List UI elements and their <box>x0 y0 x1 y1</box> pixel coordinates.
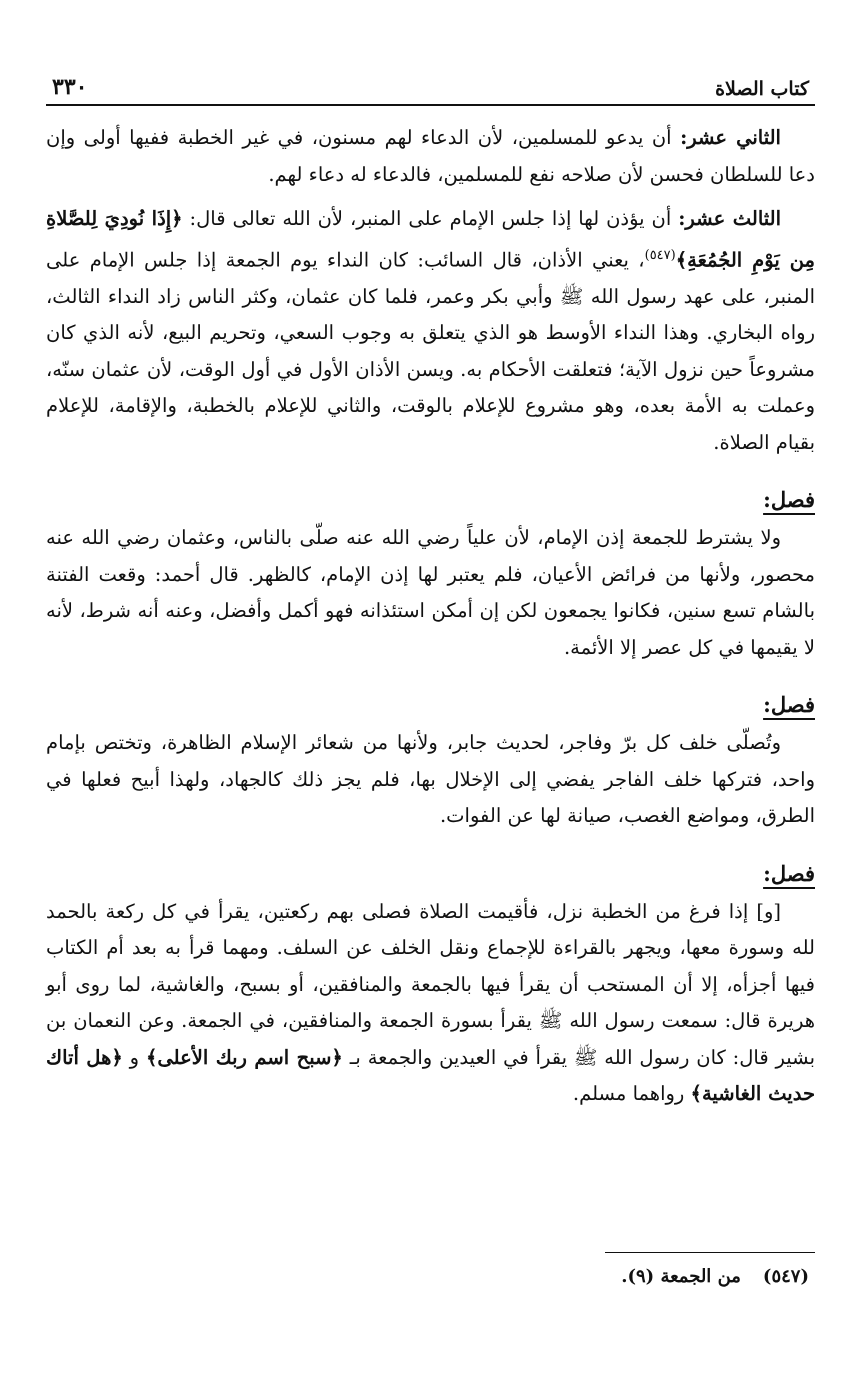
section-paragraph: ولا يشترط للجمعة إذن الإمام، لأن علياً رضي الله عنه صلّى بالناس، وعثمان رضي الله عنه محصور، ولأنها من فرائض الأعيان، فلم يعتبر لها إذن الإمام، كالظهر. قال أحمد: وقعت الفتنة بالشام تسع سنين، فكانوا يجمعون لكن إن أمكن استئذانه فهو أكمل وأفضل، وعنه أنه شرط، لأنه لا يقيمها في كل عصر إلا الأئمة. <box>46 526 815 659</box>
page-content <box>46 106 815 1113</box>
paragraph-twelfth <box>46 120 815 193</box>
paragraph-text: [و] إذا فرغ من الخطبة نزل، فأقيمت الصلاة فصلى بهم ركعتين، يقرأ في كل ركعة بالحمد لله وسورة معها، ويجهر بالقراءة للإجماع ونقل الخلف عن السلف. ومهما قرأ به بعد أم الكتاب فيها أجزأه، إلا أن المستحب أن يقرأ فيها بالجمعة والمنافقين، أو بسبح، والغاشية، لما روى أبو هريرة قال: سمعت رسول الله ﷺ يقرأ بسورة الجمعة والمنافقين، في الجمعة. وعن النعمان بن بشير قال: كان رسول الله ﷺ يقرأ في العيدين والجمعة بـ <box>46 899 815 1069</box>
paragraph-text: أن يدعو للمسلمين، لأن الدعاء لهم مسنون، في غير الخطبة ففيها أولى وإن دعا للسلطان فحسن لأن صلاحه نفع للمسلمين، فالدعاء له دعاء لهم. <box>46 126 815 186</box>
quran-verse: ﴿سبح اسم ربك الأعلى﴾ <box>145 1045 343 1069</box>
footnote <box>621 1266 809 1287</box>
paragraph-text: أن يؤذن لها إذا جلس الإمام على المنبر، لأن الله تعالى قال: <box>182 207 679 230</box>
section-paragraph: وتُصلّى خلف كل برّ وفاجر، لحديث جابر، ولأنها من شعائر الإسلام الظاهرة، وتختص بإمام واحد، فتركها خلف الفاجر يفضي إلى الإخلال بها، فلم يجز ذلك كالجهاد، ولهذا أبيح فعلها في الطرق، ومواضع الغصب، صيانة لها عن الفوات. <box>46 731 815 827</box>
paragraph-text: ، يعني الأذان، قال السائب: كان النداء يوم الجمعة إذا جلس الإمام على المنبر، على عهد رسول الله ﷺ وأبي بكر وعمر، فلما كان عثمان، وكثر الناس زاد النداء الثالث، رواه البخاري. وهذا النداء الأوسط هو الذي يتعلق به وجوب السعي، وتحريم البيع، لأنه الذي كان مشروعاً حين نزول الآية؛ فتعلقت الأحكام به. ويسن الأذان الأول في أول الوقت، لأن عثمان سنّه، وعملت به الأمة بعده، وهو مشروع للإعلام بالوقت، والثاني للإعلام بالخطبة، والإقامة، للإعلام بقيام الصلاة. <box>46 248 815 454</box>
paragraph-lead: الثالث عشر: <box>678 207 782 230</box>
book-title: كتاب الصلاة <box>715 78 809 100</box>
section-heading: فصل: <box>763 860 815 886</box>
paragraph-text: رواهما مسلم. <box>572 1082 691 1105</box>
section-heading: فصل: <box>763 692 815 717</box>
quran-verse: ﴿إِذَا نُودِيَ لِلصَّلاةِ مِن يَوْمِ الجُمُعَةِ﴾ <box>46 207 815 271</box>
paragraph-lead: الثاني عشر: <box>680 126 781 149</box>
footnote-text: من الجمعة (٩). <box>621 1266 741 1287</box>
paragraph-text: و <box>122 1045 146 1069</box>
footnote-number: (٥٤٧) <box>762 1266 809 1287</box>
quran-verse: ﴿هل أتاك حديث الغاشية﴾ <box>46 1045 815 1105</box>
footnote-ref: (٥٤٧) <box>644 247 676 263</box>
footnote-divider <box>605 1252 815 1253</box>
section-paragraph <box>46 894 815 1113</box>
paragraph-thirteenth <box>46 201 815 461</box>
page-number: ٣٣٠ <box>52 74 88 100</box>
section-heading: فصل: <box>763 487 815 512</box>
page-header <box>46 62 815 106</box>
